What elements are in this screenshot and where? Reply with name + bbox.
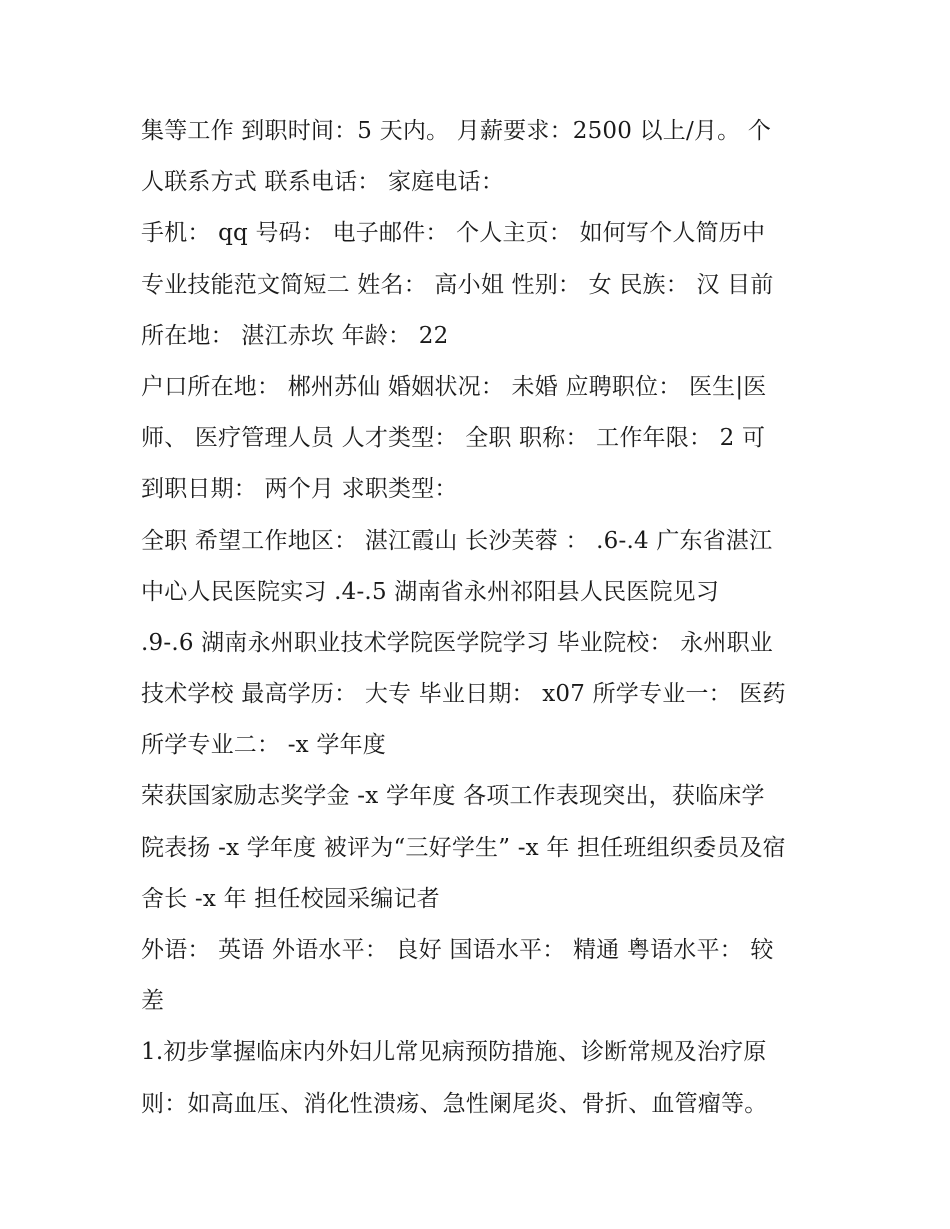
text-line: 院表扬 -x 学年度 被评为“三好学生” -x 年 担任班组织委员及宿 [141,834,786,861]
text-line: 所学专业二： -x 学年度 [141,732,386,759]
text-line: 户口所在地： 郴州苏仙 婚姻状况： 未婚 应聘职位： 医生|医 [141,373,767,400]
text-line: 中心人民医院实习 .4-.5 湖南省永州祁阳县人民医院见习 [141,578,720,605]
text-line: 舍长 -x 年 担任校园采编记者 [141,885,440,912]
text-line: 人联系方式 联系电话： 家庭电话： [141,169,505,196]
text-line: 师、 医疗管理人员 人才类型： 全职 职称： 工作年限： 2 可 [141,425,766,452]
text-line: 差 [141,988,165,1015]
document-body [141,106,821,1130]
text-line: 专业技能范文简短二 姓名： 高小姐 性别： 女 民族： 汉 目前 [141,271,774,298]
text-line: 手机： qq 号码： 电子邮件： 个人主页： 如何写个人简历中 [141,220,766,247]
text-line: 技术学校 最高学历： 大专 毕业日期： x07 所学专业一： 医药 [141,681,786,708]
text-line: 荣获国家励志奖学金 -x 学年度 各项工作表现突出，获临床学 [141,783,765,810]
text-line: 所在地： 湛江赤坎 年龄： 22 [141,322,449,349]
text-line: .9-.6 湖南永州职业技术学院医学院学习 毕业院校： 永州职业 [141,629,773,656]
text-line: 则：如高血压、消化性溃疡、急性阑尾炎、骨折、血管瘤等。 [141,1090,768,1117]
text-line: 到职日期： 两个月 求职类型： [141,476,458,503]
text-line: 集等工作 到职时间：5 天内。 月薪要求：2500 以上/月。 个 [141,118,772,144]
text-line: 1.初步掌握临床内外妇儿常见病预防措施、诊断常规及治疗原 [141,1039,767,1066]
text-line: 全职 希望工作地区： 湛江霞山 长沙芙蓉 ： .6-.4 广东省湛江 [141,527,773,554]
text-line: 外语： 英语 外语水平： 良好 国语水平： 精通 粤语水平： 较 [141,937,774,963]
